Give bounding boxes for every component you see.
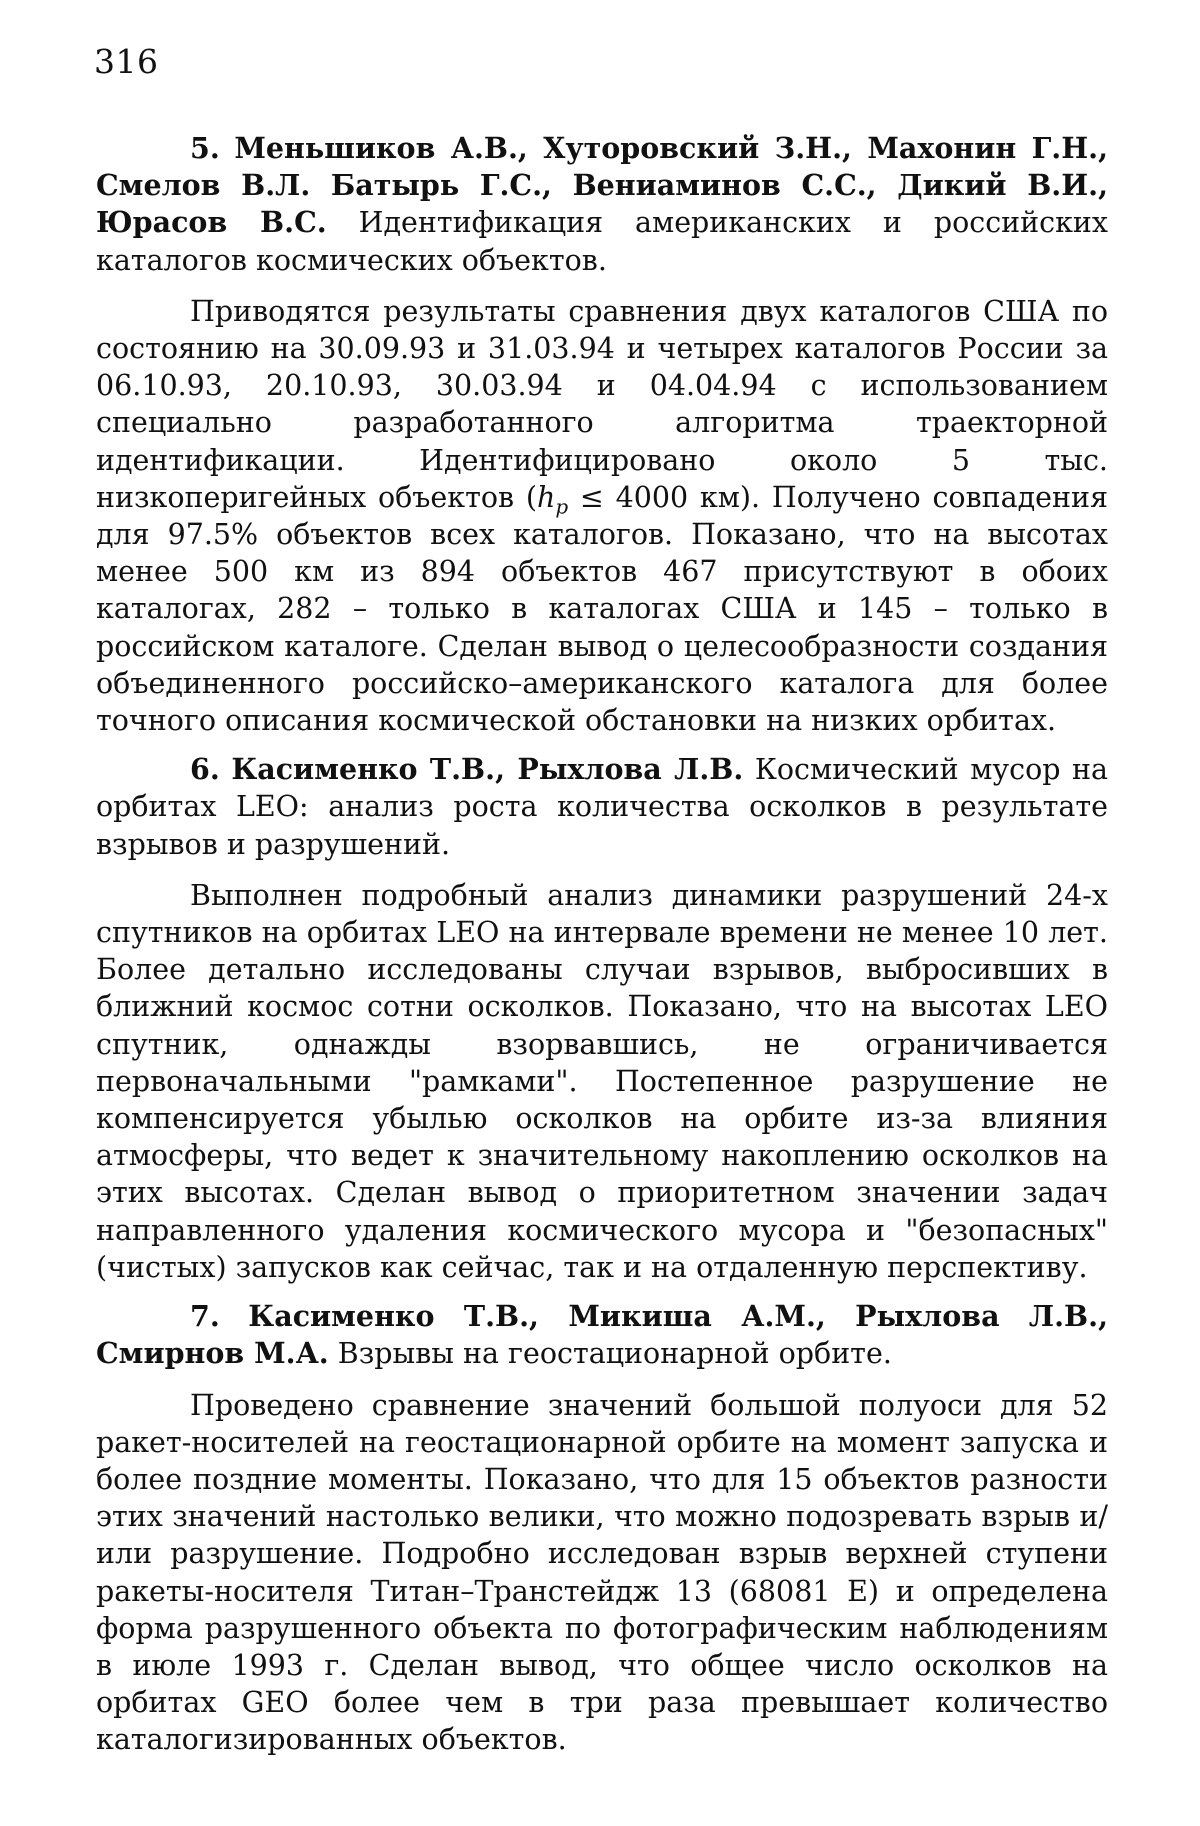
entry-5-title-text: Идентификация американских и российских каталогов космических объектов. <box>96 206 1108 277</box>
entry-6-number: 6. <box>190 752 220 787</box>
entry-7-number: 7. <box>190 1299 220 1334</box>
entry-5-abstract <box>96 293 1108 739</box>
entry-7-title <box>96 1298 1108 1372</box>
entry-6-abstract: Выполнен подробный анализ динамики разрушений 24-х спутников на орбитах LEO на интервале времени не менее 10 лет. Более детально исследованы случаи взрывов, выбросивших в ближний космос сотни осколков. Показано, что на высотах LEO спутник, однажды взорвавшись, не ограничивается первоначальными "рамками". Постепенное разрушение не компенсируется убылью осколков на орбите из-за влияния атмосферы, что ведет к значительному накоплению осколков на этих высотах. Сделан вывод о приоритетном значении задач направленного удаления космического мусора и "безопасных" (чистых) запусков как сейчас, так и на отдаленную перспективу. <box>96 878 1108 1284</box>
entry-5-number: 5. <box>190 131 220 165</box>
perigee-height-symbol <box>536 480 569 519</box>
perigee-height-subscript: p <box>555 494 569 519</box>
perigee-height-letter: h <box>536 480 556 514</box>
page <box>96 42 1108 1771</box>
entry-7-authors: Касименко Т.В., Микиша А.М., Рыхлова Л.В., Смирнов М.А. <box>96 1299 1108 1371</box>
entry-6-title <box>96 751 1108 863</box>
entry-5-abstract-part1: Приводятся результаты сравнения двух каталогов США по состоянию на 30.09.93 и 31.03.94 и четырех каталогов России за 06.10.93, 20.10.93, 30.03.94 и 04.04.94 с использованием специально разработанного алгоритма траекторной идентификации. Идентифицировано около 5 тыс. низкоперигейных объектов ( <box>96 294 1108 514</box>
entry-6-authors: Касименко Т.В., Рыхлова Л.В. <box>231 752 744 787</box>
entry-5-authors: Меньшиков А.В., Хуторовский З.Н., Махонин Г.Н., Смелов В.Л. Батырь Г.С., Вениаминов С.С., Дикий В.И., Юрасов В.С. <box>96 131 1108 240</box>
page-number: 316 <box>94 42 159 81</box>
entry-6-title-text: Космический мусор на орбитах LEO: анализ роста количества осколков в результате взрывов и разрушений. <box>96 753 1109 861</box>
entry-7-abstract: Проведено сравнение значений большой полуоси для 52 ракет-носителей на геостационарной орбите на момент запуска и более поздние моменты. Показано, что для 15 объектов разности этих значений настолько велики, что можно подозревать взрыв и/или разрушение. Подробно исследован взрыв верхней ступени ракеты-носителя Титан–Транстейдж 13 (68081 E) и определена форма разрушенного объекта по фотографическим наблюдениям в июле 1993 г. Сделан вывод, что общее число осколков на орбитах GEO более чем в три раза превышает количество каталогизированных объектов. <box>96 1388 1108 1757</box>
entry-5-title <box>96 130 1108 279</box>
entry-5-abstract-part2: ≤ 4000 км). Получено совпадения для 97.5% объектов всех каталогов. Показано, что на высотах менее 500 км из 894 объектов 467 присутствуют в обоих каталогах, 282 – только в каталогах США и 145 – только в российском каталоге. Сделан вывод о целесообразности создания объединенного российско–американского каталога для более точного описания космической обстановки на низких орбитах. <box>96 480 1108 738</box>
entry-7-title-text: Взрывы на геостационарной орбите. <box>337 1337 892 1371</box>
